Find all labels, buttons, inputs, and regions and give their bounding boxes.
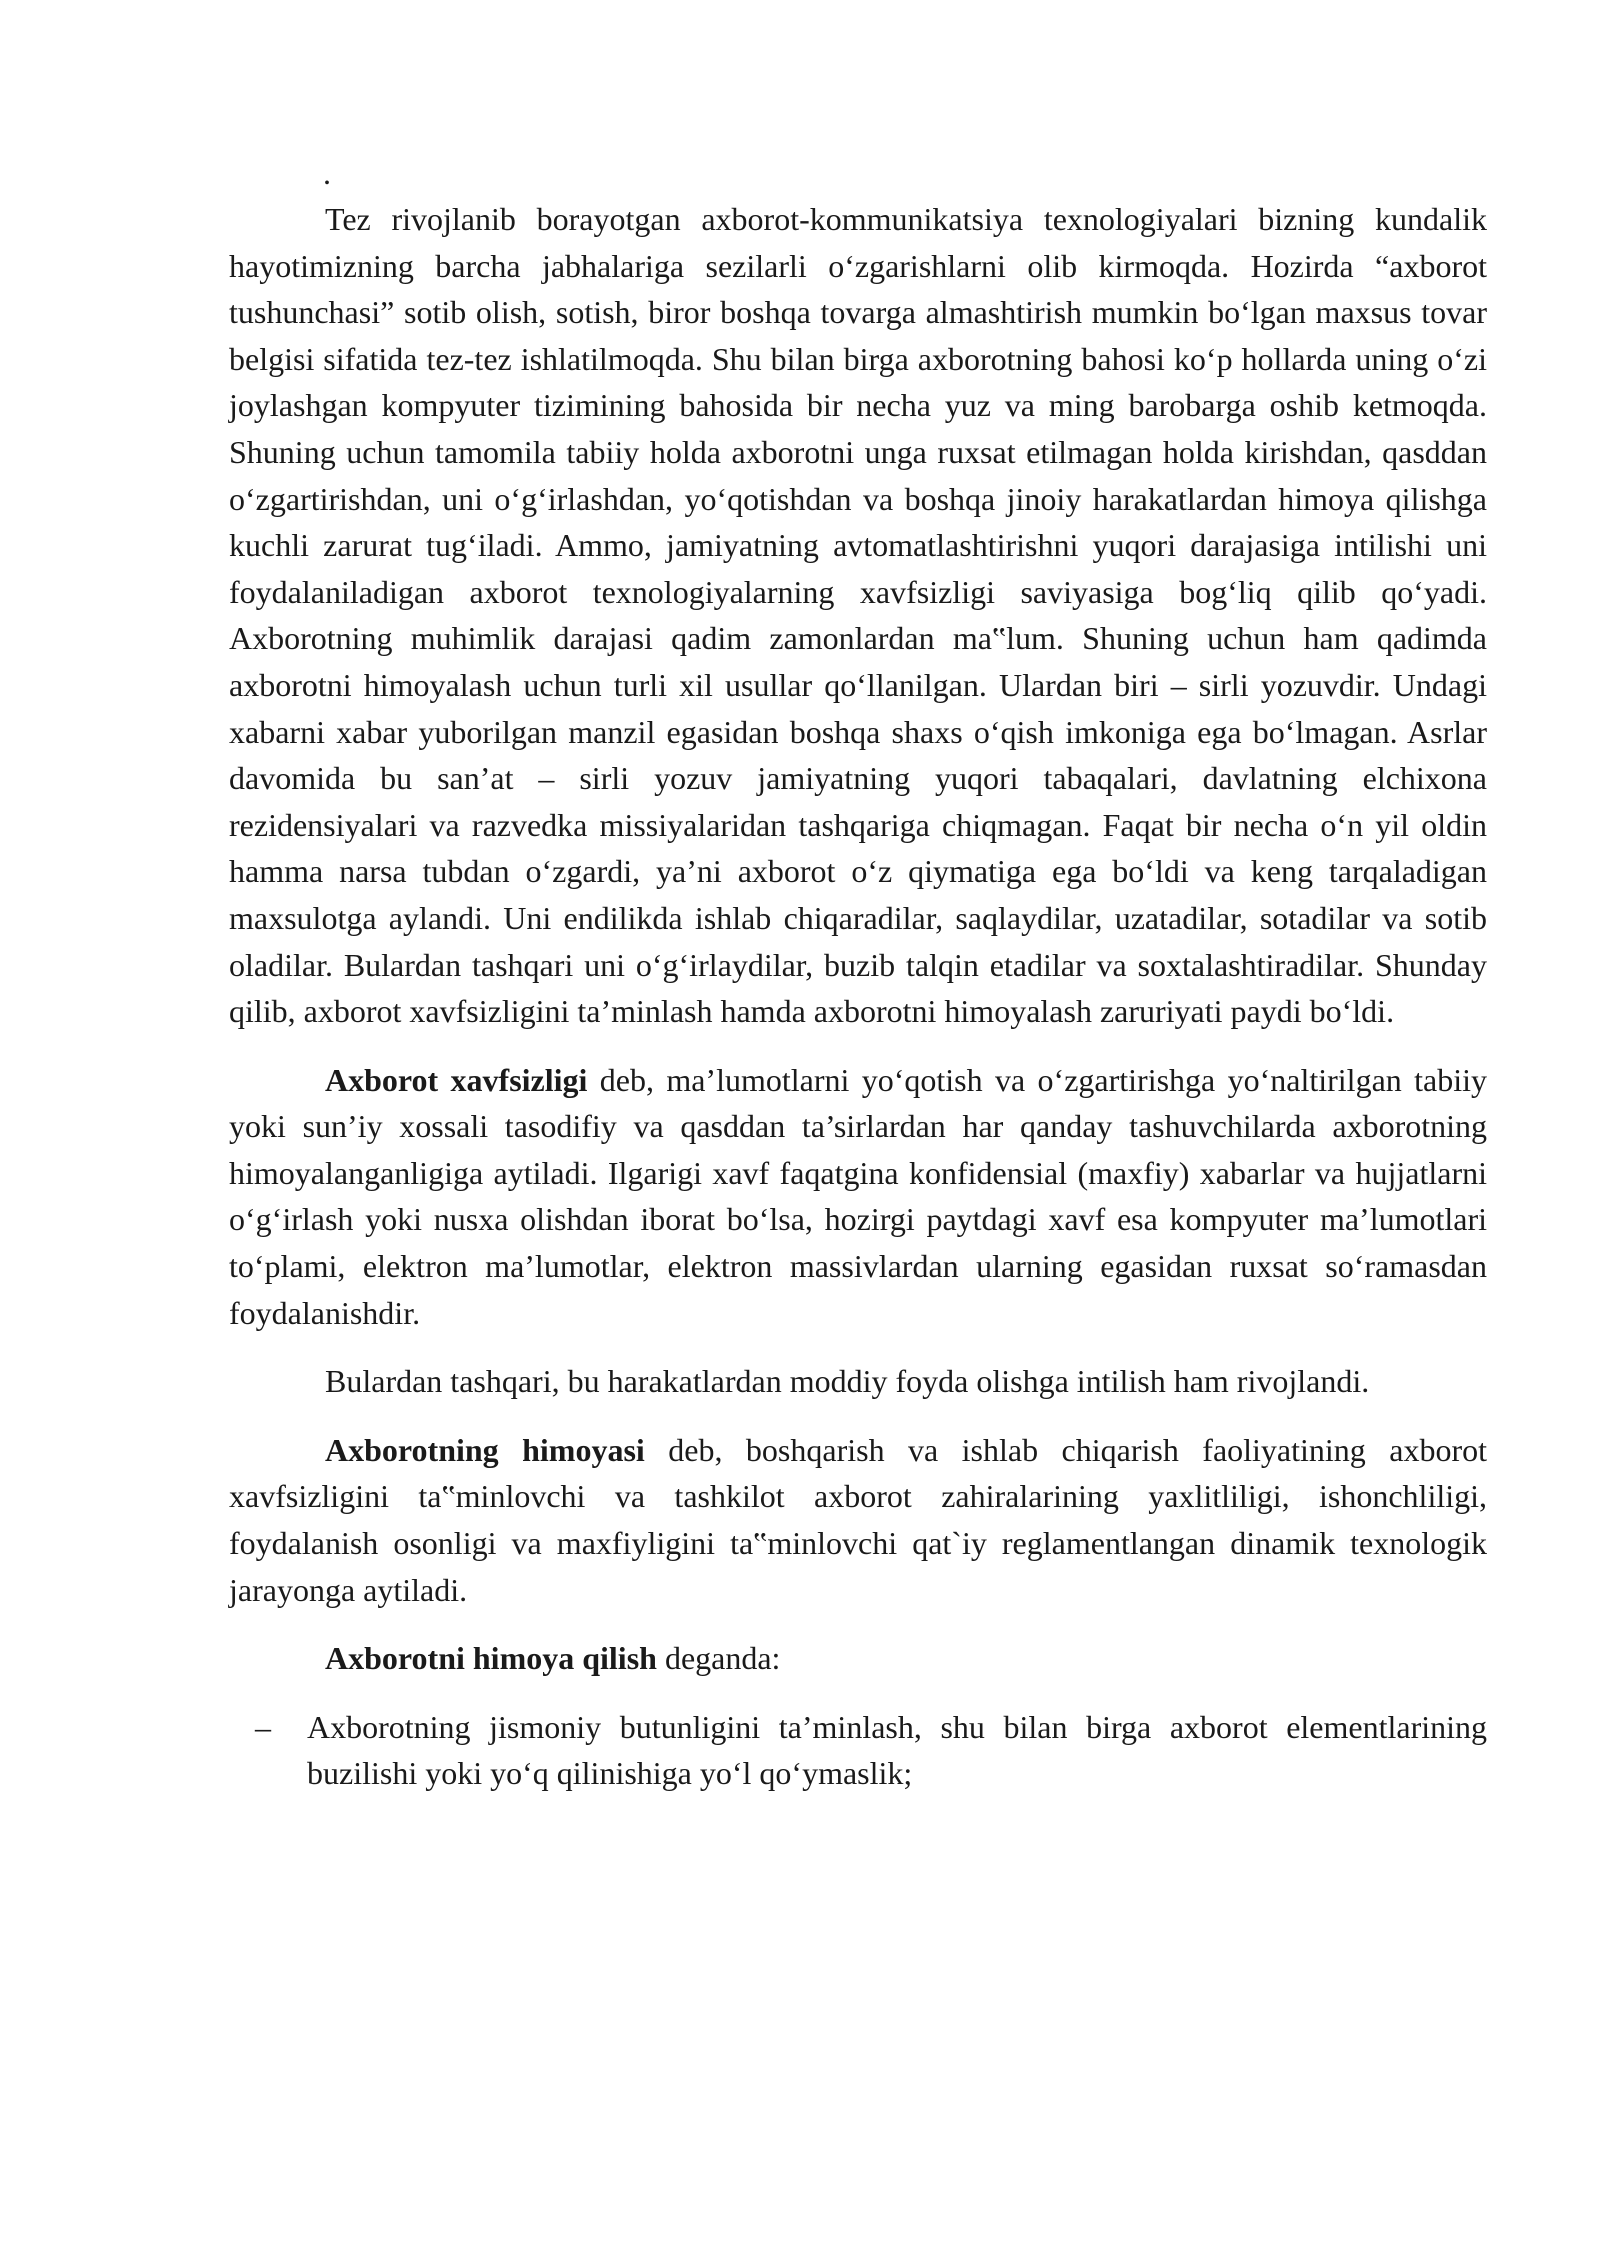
paragraph-intro-text: Tez rivojlanib borayotgan axborot-kommunikatsiya texnologiyalari bizning kundalik hayotimizning barcha jabhalariga sezilarli o‘zgarishlarni olib kirmoqda. Hozirda “axborot tushunchasi” sotib olish, sotish, biror boshqa tovarga almashtirish mumkin bo‘lgan maxsus tovar belgisi sifatida tez-tez ishlatilmoqda. Shu bilan birga axborotning bahosi ko‘p hollarda uning o‘zi joylashgan kompyuter tizimining bahosida bir necha yuz va ming barobarga oshib ketmoqda. Shuning uchun tamomila tabiiy holda axborotni unga ruxsat etilmagan holda kirishdan, qasddan o‘zgartirishdan, uni o‘g‘irlashdan, yo‘qotishdan va boshqa jinoiy harakatlardan himoya qilishga kuchli zarurat tug‘iladi. Ammo, jamiyatning avtomatlashtirishni yuqori darajasiga intilishi uni foydalaniladigan axborot texnologiyalarning xavfsizligi saviyasiga bog‘liq qilib qo‘yadi. Axborotning muhimlik darajasi qadim zamonlardan ma‟lum. Shuning uchun ham qadimda axborotni himoyalash uchun turli xil usullar qo‘llanilgan. Ulardan biri – sirli yozuvdir. Undagi xabarni xabar yuborilgan manzil egasidan boshqa shaxs o‘qish imkoniga ega bo‘lmagan. Asrlar davomida bu san’at – sirli yozuv jamiyatning yuqori tabaqalari, davlatning elchixona rezidensiyalari va razvedka missiyalaridan tashqariga chiqmagan. Faqat bir necha o‘n yil oldin hamma narsa tubdan o‘zgardi, ya’ni axborot o‘z qiymatiga ega bo‘ldi va keng tarqaladigan maxsulotga aylandi. Uni endilikda ishlab chiqaradilar, saqlaydilar, uzatadilar, sotadilar va sotib oladilar. Bulardan tashqari uni o‘g‘irlaydilar, buzib talqin etadilar va soxtalashtiradilar. Shunday qilib, axborot xavfsizligini ta’minlash hamda axborotni himoyalash zaruriyati paydi bo‘ldi. [229, 201, 1487, 1030]
term-axborotni-himoya-qilish: Axborotni himoya qilish [325, 1640, 657, 1677]
paragraph-bulardan-tashqari [229, 1358, 1487, 1405]
definition-list [229, 1704, 1487, 1797]
list-item [229, 1704, 1487, 1797]
paragraph-bulardan-tashqari-text: Bulardan tashqari, bu harakatlardan moddiy foyda olishga intilish ham rivojlandi. [325, 1363, 1370, 1400]
list-item-text: Axborotning jismoniy butunligini ta’minlash, shu bilan birga axborot elementlarining buzilishi yoki yo‘q qilinishiga yo‘l qo‘ymaslik; [307, 1708, 1487, 1792]
document-page [229, 150, 1487, 1797]
paragraph-axborot-xavfsizligi [229, 1057, 1487, 1337]
paragraph-axborotning-himoyasi-text: deb, boshqarish va ishlab chiqarish faoliyatining axborot xavfsizligini ta‟minlovchi va tashkilot axborot zahiralarining yaxlitliligi, ishonchliligi, foydalanish osonligi va maxfiyligini ta‟minlovchi qat`iy reglamentlangan dinamik texnologik jarayonga aytiladi. [229, 1431, 1488, 1608]
paragraph-axborotni-himoya-qilish-text: deganda: [656, 1640, 781, 1677]
term-axborot-xavfsizligi: Axborot xavfsizligi [325, 1061, 588, 1098]
dash-marker: – [255, 1708, 271, 1745]
leading-dot: . [323, 155, 331, 191]
paragraph-intro [229, 196, 1487, 1035]
paragraph-axborot-xavfsizligi-text: deb, ma’lumotlarni yo‘qotish va o‘zgartirishga yo‘naltirilgan tabiiy yoki sun’iy xossali tasodifiy va qasddan ta’sirlardan har qanday tashuvchilarda axborotning himoyalanganligiga aytiladi. Ilgarigi xavf faqatgina konfidensial (maxfiy) xabarlar va hujjatlarni o‘g‘irlash yoki nusxa olishdan iborat bo‘lsa, hozirgi paytdagi xavf esa kompyuter ma’lumotlari to‘plami, elektron ma’lumotlar, elektron massivlardan ularning egasidan ruxsat so‘ramasdan foydalanishdir. [229, 1061, 1488, 1331]
paragraph-axborotning-himoyasi [229, 1427, 1487, 1613]
term-axborotning-himoyasi: Axborotning himoyasi [325, 1431, 645, 1468]
paragraph-axborotni-himoya-qilish [229, 1635, 1487, 1682]
